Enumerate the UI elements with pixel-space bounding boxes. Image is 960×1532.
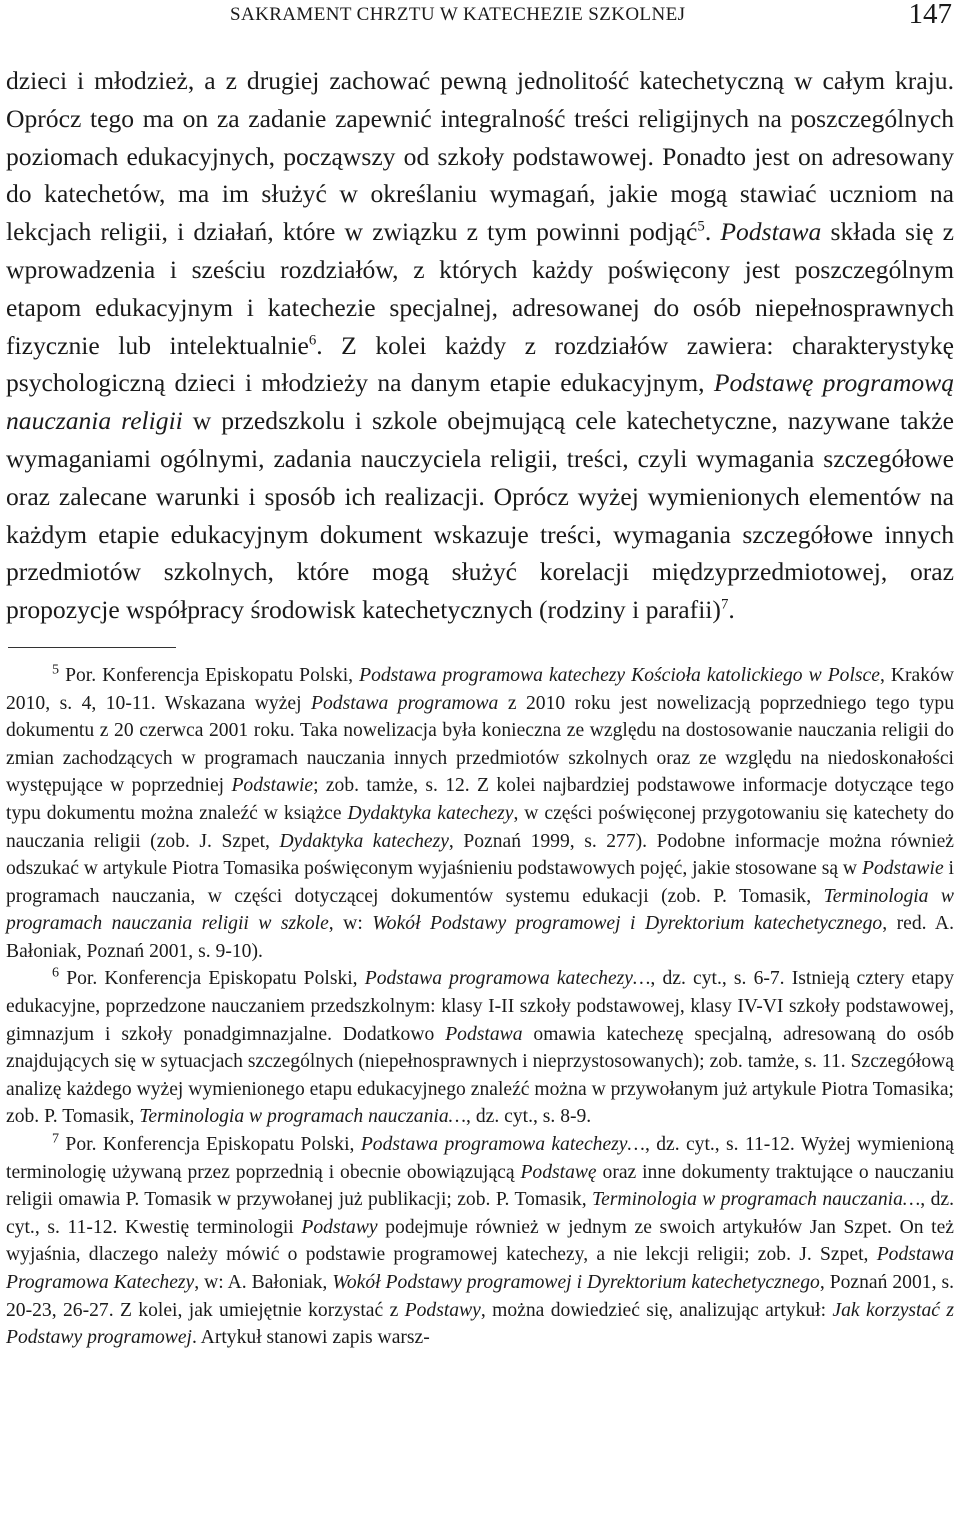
footnote-number: 6 [52, 964, 60, 981]
body-italic-title: Podstawa [720, 217, 822, 247]
footnote-text: i programach nauczania, w części dotyczącej dokumentów systemu edukacji (zob. P. Tomasik, [6, 858, 954, 907]
footnote-text: , Poznań 1999, s. 277). Podobne informacje można również odszukać w artykule Piotra Tomasika poświęconym wyjaśnieniu podstawowych pojęć, jakie stosowane są w [6, 830, 954, 880]
footnote-5 [6, 662, 954, 966]
footnote-text: , można dowiedzieć się, analizując artykuł: [480, 1299, 833, 1321]
footnote-6 [6, 965, 954, 1131]
footnote-ref-7[interactable]: 7 [720, 596, 729, 613]
footnote-italic: Podstawa programowa [311, 692, 499, 714]
footnote-italic: Podstawie [862, 858, 944, 880]
footnote-text: omawia katechezę specjalną, adresowaną do osób znajdujących się w sytuacjach szczególnych (niepełnosprawnych i nieprzystosowanych); zob. tamże, s. 11. Szczegółową analizę każdego wyżej wymienionego etapu edukacyjnego znaleźć można w przywołanym już artykule Piotra Tomasika; zob. P. Tomasik, [6, 1023, 955, 1128]
footnote-text: , w: A. Bałoniak, [194, 1272, 333, 1294]
footnote-italic: Podstawa programowa katechezy… [360, 1134, 645, 1156]
footnotes [6, 662, 954, 1352]
footnote-text: . Artykuł stanowi zapis warsz- [191, 1327, 430, 1349]
footnote-text: Por. Konferencja Episkopatu Polski, [59, 664, 360, 686]
footnote-italic: Podstawę [520, 1161, 597, 1183]
footnote-number: 5 [52, 661, 60, 678]
footnote-italic: Dydaktyka katechezy [279, 830, 449, 852]
footnote-italic: Podstawa Programowa Katechezy [6, 1244, 954, 1294]
footnote-italic: Podstawy [301, 1216, 378, 1238]
body-text-segment: . [704, 217, 721, 247]
footnote-text: , Poznań 2001, s. 20-23, 26-27. Z kolei, jak umiejętnie korzystać z [6, 1272, 954, 1321]
footnote-italic: Terminologia w programach nauczania religii w szkole [6, 885, 955, 935]
footnote-italic: Podstawa [445, 1023, 523, 1045]
footnote-text: , dz. cyt., s. 6-7. Istnieją cztery etapy edukacyjne, poprzedzone nauczaniem przedszkolnym: klasy I-II szkoły podstawowej, klasy IV-VI szkoły podstawowej, gimnazjum i szkoły ponadgimnazjalne. Dodatkowo [6, 968, 954, 1045]
footnote-italic: Jak korzystać z Podstawy programowej [6, 1299, 954, 1349]
footnote-ref-6[interactable]: 6 [308, 332, 317, 349]
footnote-italic: Wokół Podstawy programowej i Dyrektorium katechetycznego [372, 913, 883, 935]
footnote-7 [6, 1131, 954, 1352]
footnote-text: , dz. cyt., s. 11-12. Wyżej wymienioną terminologię używaną przez poprzednią i obecnie obowiązującą [6, 1134, 955, 1183]
body-paragraph [6, 62, 954, 629]
footnote-text: oraz inne dokumenty traktujące o nauczaniu religii omawia P. Tomasik w przywołanej już publikacji; zob. P. Tomasik, [6, 1161, 954, 1211]
footnote-text: , Kraków 2010, s. 4, 10-11. Wskazana wyżej [6, 664, 954, 714]
footnote-italic: Dydaktyka katechezy [347, 802, 514, 824]
footnote-text: , red. A. Bałoniak, Poznań 2001, s. 9-10). [6, 913, 954, 962]
footnote-italic: Podstawy [404, 1299, 481, 1321]
body-text-segment: . Z kolei każdy z rozdziałów zawiera: charakterystykę psychologiczną dzieci i młodzieży na danym etapie edukacyjnym, [6, 330, 954, 398]
body-text-segment: w przedszkolu i szkole obejmującą cele katechetyczne, nazywane także wymaganiami ogólnymi, zadania nauczyciela religii, treści, czyli wymagania szczegółowe oraz zalecane warunki i sposób ich realizacji. Oprócz wyżej wymienionych elementów na każdym etapie edukacyjnym dokument wskazuje treści, wymagania szczegółowe innych przedmiotów szkolnych, które mogą służyć korelacji międzyprzedmiotowej, oraz propozycje współpracy środowisk katechetycznych (rodziny i parafii) [6, 406, 954, 625]
footnote-text: Por. Konferencja Episkopatu Polski, [59, 1134, 361, 1156]
footnote-italic: Terminologia w programach nauczania… [592, 1189, 921, 1211]
page [6, 0, 954, 1352]
body-text-segment: składa się z wprowadzenia i sześciu rozdziałów, z których każdy poświęcony jest poszczególnym etapom edukacyjnym i katechezie specjalnej, adresowanej do osób niepełnosprawnych fizycznie lub intelektualnie [6, 217, 954, 360]
footnote-number: 7 [52, 1130, 60, 1147]
running-header [6, 0, 954, 40]
footnote-italic: Podstawa programowa katechezy… [364, 968, 651, 990]
footnote-text: z 2010 roku jest nowelizacją poprzedniego tego typu dokumentu z 20 czerwca 2001 roku. Taka nowelizacja była konieczna ze względu na dostosowanie nauczania religii do zmian zachodzących w programach nauczania innych przedmiotów szkolnych oraz ze względu na niedoskonałości występujące w poprzedniej [6, 692, 954, 797]
footnote-text: , w części poświęconej przygotowaniu się katechety do nauczania religii (zob. J. Szpet, [6, 802, 954, 852]
body-text-segment: . [728, 595, 735, 625]
footnote-italic: Podstawie [231, 775, 314, 797]
footnote-text: Por. Konferencja Episkopatu Polski, [59, 968, 365, 990]
footnote-italic: Podstawa programowa katechezy Kościoła katolickiego w Polsce [359, 664, 880, 686]
footnote-text: , dz. cyt., s. 11-12. Kwestię terminologii [6, 1189, 954, 1238]
body-italic-title: Podstawę programową nauczania religii [6, 368, 954, 436]
footnote-text: , dz. cyt., s. 8-9. [466, 1106, 592, 1128]
footnote-italic: Wokół Podstawy programowej i Dyrektorium katechetycznego [332, 1272, 820, 1294]
running-title: SAKRAMENT CHRZTU W KATECHEZIE SZKOLNEJ [230, 4, 686, 25]
footnote-italic: Terminologia w programach nauczania… [139, 1106, 467, 1128]
footnote-text: , w: [328, 913, 373, 935]
footnote-text: ; zob. tamże, s. 12. Z kolei najbardziej podstawowe informacje dotyczące tego typu dokumentu można znaleźć w książce [6, 775, 955, 824]
footnote-separator [8, 647, 176, 648]
footnote-ref-5[interactable]: 5 [697, 218, 705, 235]
body-text-segment: dzieci i młodzież, a z drugiej zachować pewną jednolitość katechetyczną w całym kraju. Oprócz tego ma on za zadanie zapewnić integralność treści religijnych na poszczególnych poziomach edukacyjnych, począwszy od szkoły podstawowej. Ponadto jest on adresowany do katechetów, ma im służyć w określaniu wymagań, jakie mogą stawiać uczniom na lekcjach religii, i działań, które w związku z tym powinni podjąć [6, 66, 954, 247]
page-number: 147 [908, 0, 952, 30]
footnote-text: podejmuje również w jednym ze swoich artykułów Jan Szpet. On też wyjaśnia, dlaczego należy mówić o podstawie programowej katechezy, a nie lekcji religii; zob. J. Szpet, [6, 1216, 954, 1266]
